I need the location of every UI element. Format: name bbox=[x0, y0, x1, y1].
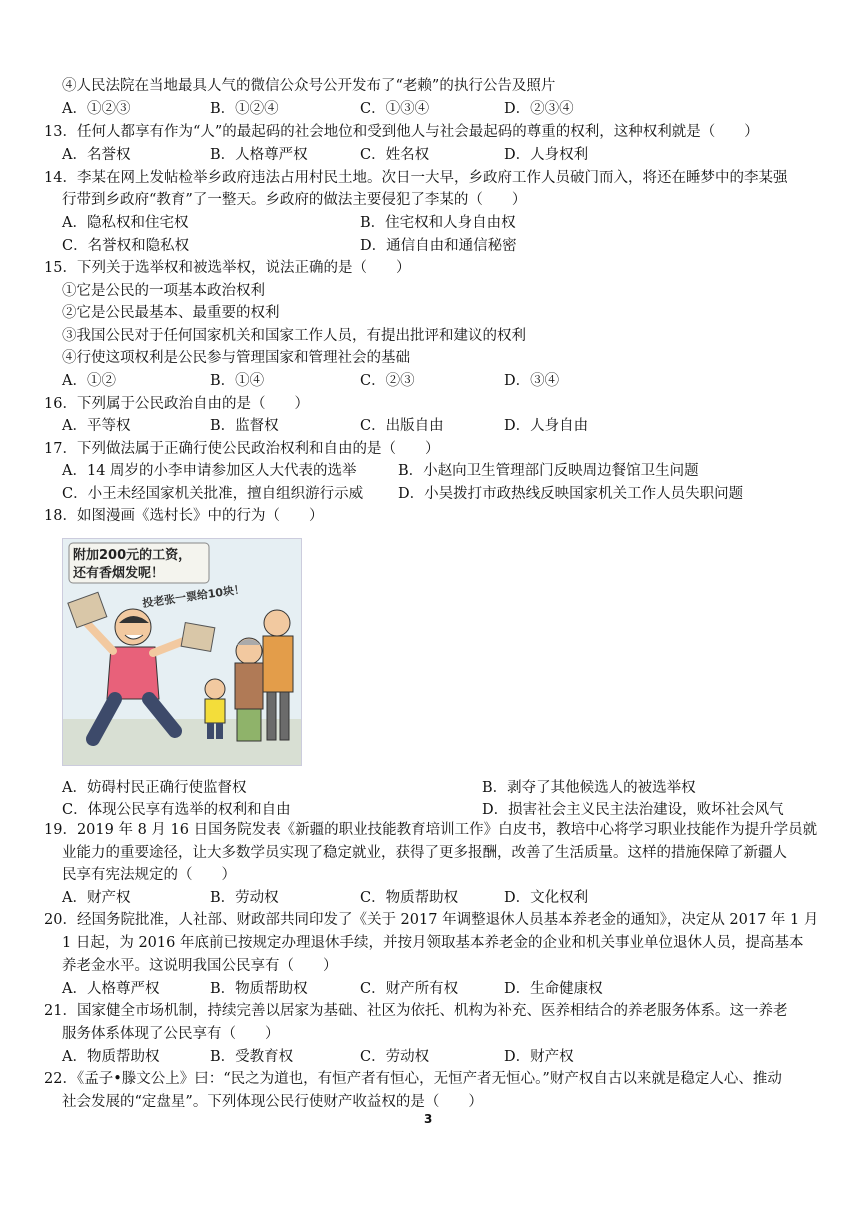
q12-option-b: B．①②④ bbox=[210, 101, 279, 117]
q16-option-b: B．监督权 bbox=[210, 418, 279, 434]
q12-item-4: ④人民法院在当地最具人气的微信公众号公开发布了“老赖”的执行公告及照片 bbox=[62, 78, 556, 94]
page-number: 3 bbox=[424, 1112, 433, 1126]
q21-option-d: D．财产权 bbox=[504, 1049, 574, 1065]
q16-stem: 16．下列属于公民政治自由的是（ ） bbox=[44, 396, 309, 412]
q15-option-d: D．③④ bbox=[504, 373, 560, 389]
q13-stem: 13．任何人都享有作为“人”的最起码的社会地位和受到他人与社会最起码的尊重的权利，这种权利就是（ ） bbox=[44, 124, 759, 140]
q19-option-a: A．财产权 bbox=[62, 890, 131, 906]
q19-option-d: D．文化权利 bbox=[504, 890, 589, 906]
q13-option-d: D．人身权利 bbox=[504, 147, 589, 163]
q14-option-b: B．住宅权和人身自由权 bbox=[360, 215, 516, 231]
q19-stem-line1: 19．2019 年 8 月 16 日国务院发表《新疆的职业技能教育培训工作》白皮书，教培中心将学习职业技能作为提升学员就 bbox=[44, 822, 818, 838]
q12-option-d: D．②③④ bbox=[504, 101, 574, 117]
q21-stem-line2: 服务体系体现了公民享有（ ） bbox=[62, 1026, 280, 1042]
q15-item-2: ②它是公民最基本、最重要的权利 bbox=[62, 305, 280, 321]
q15-stem: 15．下列关于选举权和被选举权，说法正确的是（ ） bbox=[44, 260, 411, 276]
q20-option-b: B．物质帮助权 bbox=[210, 981, 308, 997]
q12-option-a: A．①②③ bbox=[62, 101, 131, 117]
q19-option-b: B．劳动权 bbox=[210, 890, 279, 906]
q18-option-c: C．体现公民享有选举的权利和自由 bbox=[62, 802, 291, 818]
q15-item-1: ①它是公民的一项基本政治权利 bbox=[62, 283, 265, 299]
q16-option-a: A．平等权 bbox=[62, 418, 131, 434]
q13-option-a: A．名誉权 bbox=[62, 147, 131, 163]
q20-stem-line2: 1 日起，为 2016 年底前已按规定办理退休手续，并按月领取基本养老金的企业和机关事业单位退休人员，提高基本 bbox=[62, 935, 804, 951]
q20-option-c: C．财产所有权 bbox=[360, 981, 459, 997]
q15-option-a: A．①② bbox=[62, 373, 116, 389]
q15-option-c: C．②③ bbox=[360, 373, 415, 389]
q18-option-a: A．妨碍村民正确行使监督权 bbox=[62, 780, 247, 796]
cartoon-village-election bbox=[62, 538, 302, 766]
q13-option-c: C．姓名权 bbox=[360, 147, 430, 163]
q18-option-b: B．剥夺了其他候选人的被选举权 bbox=[482, 780, 696, 796]
q13-option-b: B．人格尊严权 bbox=[210, 147, 308, 163]
cartoon-caption-line1: 附加200元的工资， bbox=[73, 548, 192, 563]
q16-option-c: C．出版自由 bbox=[360, 418, 444, 434]
q14-stem-line1: 14．李某在网上发帖检举乡政府违法占用村民土地。次日一大早，乡政府工作人员破门而入，将还在睡梦中的李某强 bbox=[44, 170, 788, 186]
q15-item-3: ③我国公民对于任何国家机关和国家工作人员，有提出批评和建议的权利 bbox=[62, 328, 526, 344]
q21-option-a: A．物质帮助权 bbox=[62, 1049, 160, 1065]
q14-option-c: C．名誉权和隐私权 bbox=[62, 238, 190, 254]
q17-option-a: A．14 周岁的小李申请参加区人大代表的选举 bbox=[62, 463, 357, 479]
q20-option-a: A．人格尊严权 bbox=[62, 981, 160, 997]
q17-stem: 17．下列做法属于正确行使公民政治权利和自由的是（ ） bbox=[44, 441, 440, 457]
cartoon-caption-line2: 还有香烟发呢！ bbox=[73, 566, 165, 581]
q12-option-c: C．①③④ bbox=[360, 101, 430, 117]
q20-stem-line1: 20．经国务院批准，人社部、财政部共同印发了《关于 2017 年调整退休人员基本养老金的通知》，决定从 2017 年 1 月 bbox=[44, 912, 819, 928]
q20-stem-line3: 养老金水平。这说明我国公民享有（ ） bbox=[62, 958, 338, 974]
q19-stem-line3: 民享有宪法规定的（ ） bbox=[62, 867, 236, 883]
q19-option-c: C．物质帮助权 bbox=[360, 890, 459, 906]
q18-option-d: D．损害社会主义民主法治建设，败坏社会风气 bbox=[482, 802, 784, 818]
cartoon-caption-line3: 投老张一票给10块！ bbox=[141, 582, 246, 610]
q22-stem-line1: 22．《孟子•滕文公上》曰：“民之为道也，有恒产者有恒心，无恒产者无恒心。”财产权自古以来就是稳定人心、推动 bbox=[44, 1071, 782, 1087]
q18-stem: 18．如图漫画《选村长》中的行为（ ） bbox=[44, 508, 324, 524]
q17-option-c: C．小王未经国家机关批准，擅自组织游行示威 bbox=[62, 486, 364, 502]
q20-option-d: D．生命健康权 bbox=[504, 981, 603, 997]
q21-option-c: C．劳动权 bbox=[360, 1049, 430, 1065]
q14-option-a: A．隐私权和住宅权 bbox=[62, 215, 189, 231]
q21-option-b: B．受教育权 bbox=[210, 1049, 294, 1065]
q16-option-d: D．人身自由 bbox=[504, 418, 589, 434]
q19-stem-line2: 业能力的重要途径，让大多数学员实现了稳定就业，获得了更多报酬，改善了生活质量。这样的措施保障了新疆人 bbox=[62, 845, 787, 861]
q17-option-d: D．小吴拨打市政热线反映国家机关工作人员失职问题 bbox=[398, 486, 744, 502]
q14-stem-line2: 行带到乡政府“教育”了一整天。乡政府的做法主要侵犯了李某的（ ） bbox=[62, 192, 527, 208]
q15-option-b: B．①④ bbox=[210, 373, 265, 389]
q21-stem-line1: 21．国家健全市场机制，持续完善以居家为基础、社区为依托、机构为补充、医养相结合的养老服务体系。这一养老 bbox=[44, 1003, 788, 1019]
q17-option-b: B．小赵向卫生管理部门反映周边餐馆卫生问题 bbox=[398, 463, 699, 479]
q15-item-4: ④行使这项权利是公民参与管理国家和管理社会的基础 bbox=[62, 350, 410, 366]
q22-stem-line2: 社会发展的“定盘星”。下列体现公民行使财产收益权的是（ ） bbox=[62, 1094, 483, 1110]
q14-option-d: D．通信自由和通信秘密 bbox=[360, 238, 517, 254]
